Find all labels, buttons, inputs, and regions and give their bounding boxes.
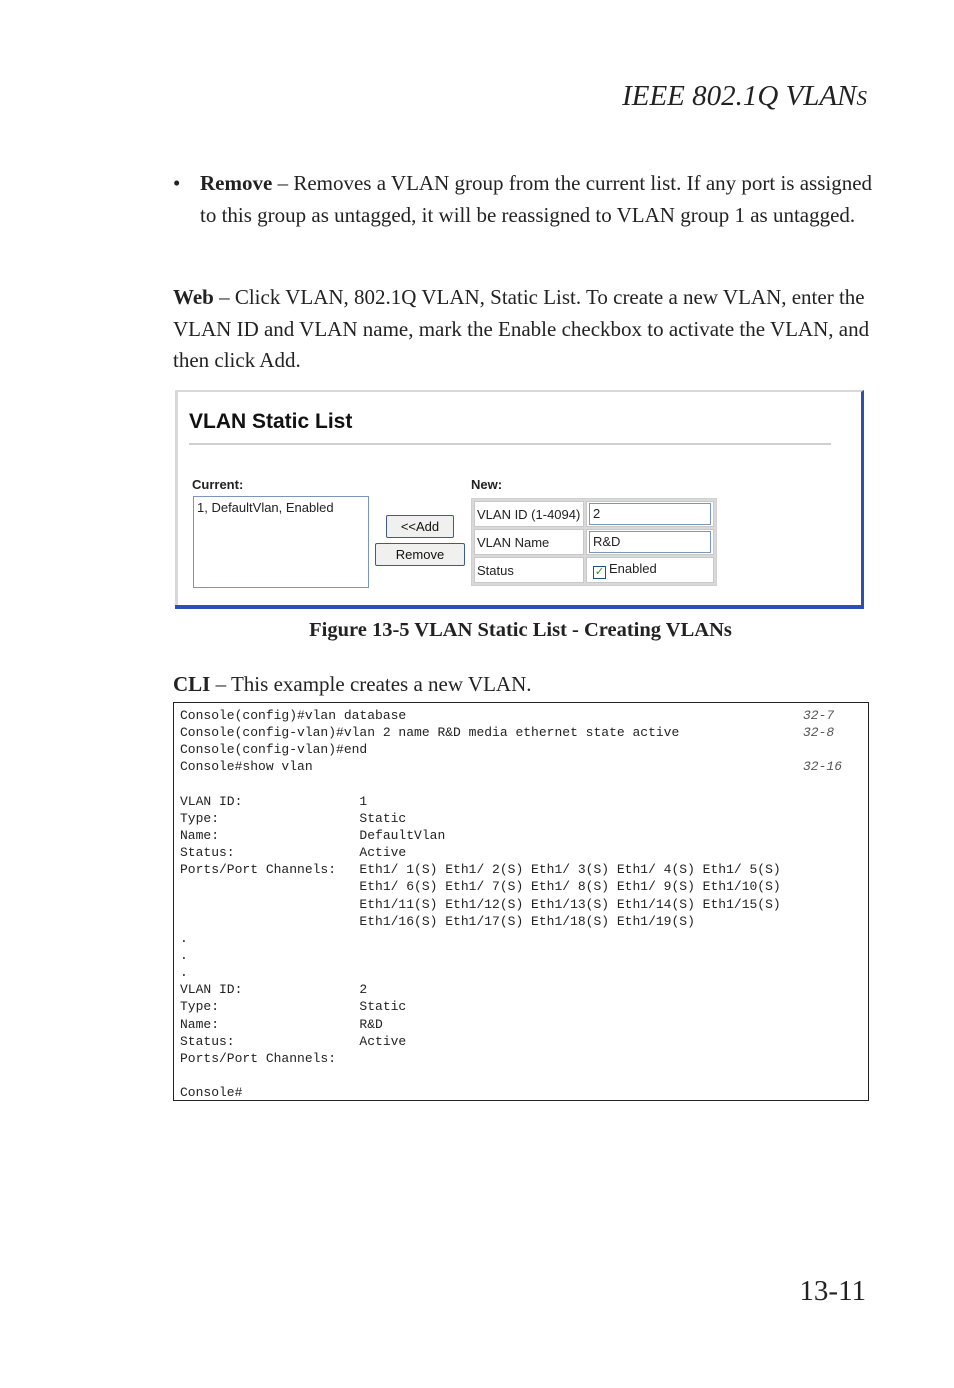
- cli-description: – This example creates a new VLAN.: [210, 672, 532, 696]
- enabled-checkbox-label: Enabled: [609, 561, 657, 576]
- command-page-reference: 32-7: [803, 708, 835, 723]
- code-text: Status: Active: [180, 845, 407, 861]
- code-text: VLAN ID: 1: [180, 793, 368, 809]
- code-line: [180, 810, 862, 827]
- command-page-reference: 32-16: [803, 759, 843, 775]
- code-line: [180, 776, 862, 793]
- code-line: [180, 707, 862, 724]
- figure-caption: Figure 13-5 VLAN Static List - Creating VLANs: [309, 619, 732, 641]
- bullet-term: Remove: [200, 171, 273, 195]
- enabled-checkbox[interactable]: ✓: [594, 566, 605, 578]
- code-text: .: [180, 965, 188, 981]
- code-text: Console(config-vlan)#vlan 2 name R&D media ethernet state active: [180, 725, 680, 741]
- command-page-reference: 32-8: [803, 725, 835, 741]
- vlan-static-list-screenshot: [175, 390, 864, 609]
- code-text: Name: DefaultVlan: [180, 827, 446, 843]
- bullet-description: – Removes a VLAN group from the current list. If any port is assigned to this group as untagged, it will be reassigned to VLAN group 1 as untagged.: [200, 171, 873, 227]
- code-text: Name: R&D: [180, 1016, 383, 1032]
- current-label: Current:: [192, 477, 244, 492]
- code-text: Console(config-vlan)#end: [180, 742, 368, 758]
- bullet-text: [200, 168, 873, 231]
- cli-example-box: [173, 702, 869, 1101]
- page-number: 13-11: [799, 1275, 866, 1307]
- web-paragraph: [173, 282, 873, 377]
- code-line: [180, 844, 862, 861]
- code-text: Eth1/11(S) Eth1/12(S) Eth1/13(S) Eth1/14(S) Eth1/15(S): [180, 896, 781, 912]
- code-text: .: [180, 930, 188, 946]
- web-term: Web: [173, 285, 214, 309]
- code-text: Status: Active: [180, 1033, 407, 1049]
- running-head-title: IEEE 802.1Q VLAN: [622, 80, 857, 112]
- web-description: – Click VLAN, 802.1Q VLAN, Static List. To create a new VLAN, enter the VLAN ID and VLAN name, mark the Enable checkbox to activate the VLAN, and then click Add.: [173, 285, 870, 372]
- code-line: [180, 964, 862, 981]
- code-line: [180, 1067, 862, 1084]
- vlan-id-input[interactable]: 2: [589, 503, 711, 525]
- code-line: [180, 724, 862, 741]
- vlan-name-label: VLAN Name: [474, 529, 584, 555]
- code-line: [180, 1084, 862, 1101]
- cli-term: CLI: [173, 672, 211, 696]
- code-line: [180, 998, 862, 1015]
- code-line: [180, 913, 862, 930]
- code-text: Eth1/16(S) Eth1/17(S) Eth1/18(S) Eth1/19(S): [180, 913, 695, 929]
- code-line: [180, 947, 862, 964]
- code-text: Ports/Port Channels: Eth1/ 1(S) Eth1/ 2(S) Eth1/ 3(S) Eth1/ 4(S) Eth1/ 5(S): [180, 862, 781, 878]
- cli-paragraph: [173, 669, 873, 701]
- list-item[interactable]: 1, DefaultVlan, Enabled: [197, 500, 334, 515]
- new-vlan-form: [471, 498, 717, 586]
- code-text: Eth1/ 6(S) Eth1/ 7(S) Eth1/ 8(S) Eth1/ 9(S) Eth1/10(S): [180, 879, 781, 895]
- remove-button[interactable]: Remove: [375, 543, 465, 566]
- title-divider: [189, 443, 831, 445]
- new-label: New:: [471, 477, 503, 492]
- bullet-symbol: •: [173, 171, 181, 195]
- frame-edge: [175, 392, 178, 605]
- code-line: [180, 930, 862, 947]
- code-line: [180, 861, 862, 878]
- code-line: [180, 878, 862, 895]
- current-vlan-listbox[interactable]: [193, 496, 369, 588]
- code-line: [180, 741, 862, 758]
- code-line: [180, 1050, 862, 1067]
- code-text: Console#show vlan: [180, 759, 313, 775]
- vlan-id-label: VLAN ID (1-4094): [474, 501, 584, 527]
- code-line: [180, 1016, 862, 1033]
- code-line: [180, 896, 862, 913]
- add-button[interactable]: <<Add: [386, 515, 454, 538]
- remove-bullet: [173, 168, 873, 231]
- code-text: Type: Static: [180, 810, 407, 826]
- code-text: Ports/Port Channels:: [180, 1050, 337, 1066]
- code-text: Console(config)#vlan database: [180, 708, 407, 723]
- code-line: [180, 793, 862, 810]
- running-head: [622, 80, 867, 113]
- panel-title: VLAN Static List: [189, 410, 353, 433]
- code-text: .: [180, 947, 188, 963]
- code-line: [180, 1033, 862, 1050]
- code-line: [180, 827, 862, 844]
- running-head-suffix: S: [856, 86, 867, 110]
- code-text: Console#: [180, 1085, 243, 1101]
- status-label: Status: [474, 557, 584, 583]
- code-text: Type: Static: [180, 999, 407, 1015]
- vlan-name-input[interactable]: R&D: [589, 531, 711, 553]
- code-text: VLAN ID: 2: [180, 982, 368, 998]
- code-line: [180, 981, 862, 998]
- code-line: [180, 758, 862, 775]
